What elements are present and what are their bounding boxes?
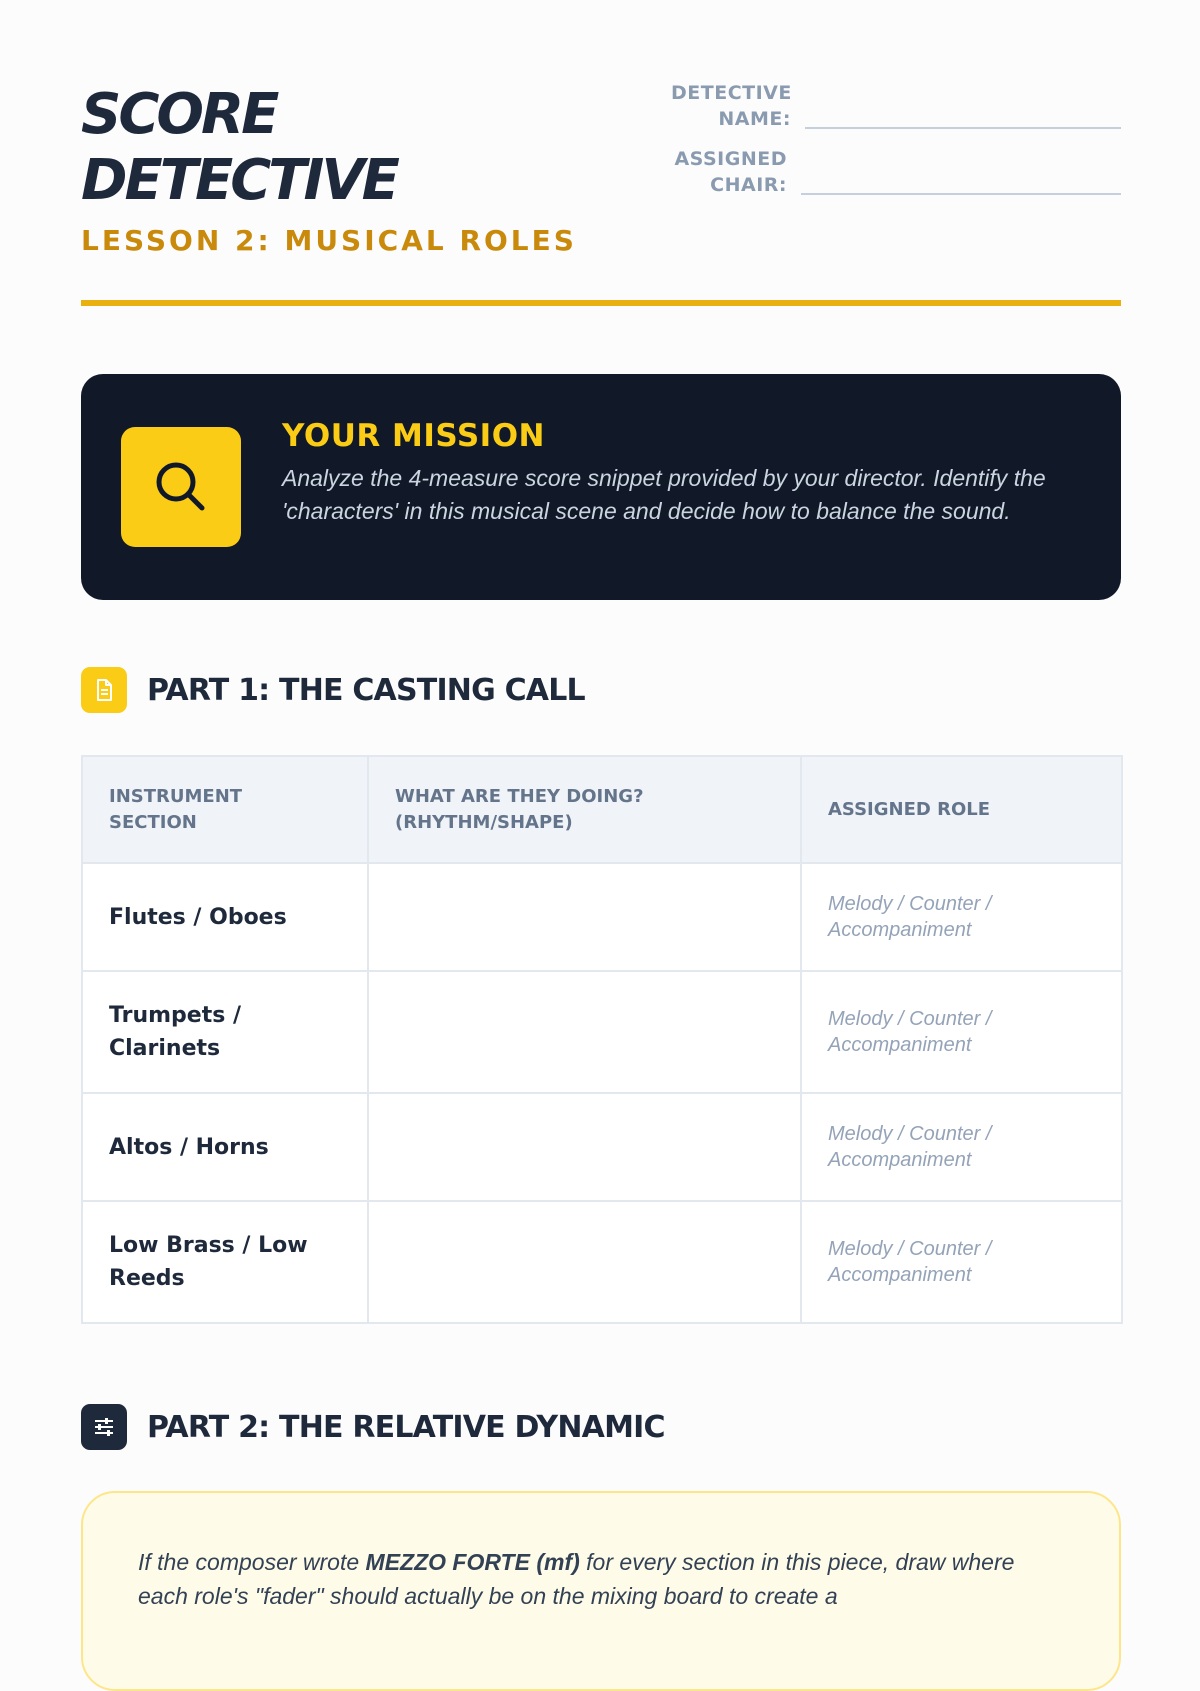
instrument-cell bbox=[82, 1093, 368, 1201]
part2-instructions bbox=[138, 1545, 1018, 1613]
mission-panel bbox=[81, 374, 1121, 600]
assigned-chair-label-line-2: CHAIR: bbox=[710, 174, 787, 196]
detective-name-field bbox=[671, 80, 1121, 132]
instrument-name-line-2: Clarinets bbox=[109, 1036, 221, 1061]
detective-name-label-line-1: DETECTIVE bbox=[671, 82, 792, 104]
table-row bbox=[82, 971, 1122, 1093]
part2-text-bold: MEZZO FORTE (mf) bbox=[365, 1549, 580, 1575]
detective-name-label bbox=[671, 80, 791, 132]
column-header-doing-line-2: (RHYTHM/SHAPE) bbox=[395, 811, 573, 833]
page-title-line-2: DETECTIVE bbox=[81, 148, 397, 213]
lesson-subtitle: LESSON 2: MUSICAL ROLES bbox=[81, 224, 577, 257]
role-options-line-1: Melody / Counter / bbox=[828, 1238, 992, 1260]
column-header-role-line-1: ASSIGNED ROLE bbox=[828, 798, 991, 820]
instrument-cell bbox=[82, 863, 368, 971]
assigned-chair-input-line[interactable] bbox=[801, 193, 1121, 195]
title-block bbox=[81, 82, 577, 257]
role-options-line-2: Accompaniment bbox=[828, 1149, 972, 1171]
assigned-chair-field bbox=[671, 146, 1121, 198]
page-title-line-1: SCORE bbox=[81, 82, 277, 147]
role-options-line-1: Melody / Counter / bbox=[828, 1008, 992, 1030]
part1-heading bbox=[81, 667, 585, 713]
instrument-name-line-1: Trumpets / bbox=[109, 1003, 241, 1028]
doing-answer-cell[interactable] bbox=[368, 1093, 801, 1201]
table-header-row bbox=[82, 756, 1122, 863]
instrument-cell bbox=[82, 971, 368, 1093]
table-row bbox=[82, 1201, 1122, 1323]
detective-name-label-line-2: NAME: bbox=[718, 108, 791, 130]
role-options-line-2: Accompaniment bbox=[828, 1034, 972, 1056]
column-header-doing bbox=[368, 756, 801, 863]
part2-text-after: for every section in this piece, draw where each role's "fader" should actually be on the mixing board to create a bbox=[138, 1549, 1015, 1609]
column-header-role bbox=[801, 756, 1122, 863]
role-options-line-1: Melody / Counter / bbox=[828, 1123, 992, 1145]
instrument-cell bbox=[82, 1201, 368, 1323]
mission-text: Analyze the 4-measure score snippet provided by your director. Identify the 'characters' in this musical scene and decide how to balance the sound. bbox=[282, 465, 1046, 524]
part2-heading bbox=[81, 1404, 665, 1450]
column-header-instrument bbox=[82, 756, 368, 863]
column-header-instrument-line-1: INSTRUMENT bbox=[109, 785, 243, 807]
column-header-doing-line-1: WHAT ARE THEY DOING? bbox=[395, 785, 644, 807]
document-icon bbox=[81, 667, 127, 713]
header-divider bbox=[81, 300, 1121, 306]
worksheet-header bbox=[81, 0, 1121, 310]
doing-answer-cell[interactable] bbox=[368, 863, 801, 971]
role-cell[interactable] bbox=[801, 1093, 1122, 1201]
table-row bbox=[82, 863, 1122, 971]
column-header-instrument-line-2: SECTION bbox=[109, 811, 197, 833]
instrument-name: Flutes / Oboes bbox=[109, 904, 287, 930]
sliders-icon bbox=[81, 1404, 127, 1450]
casting-table bbox=[81, 755, 1123, 1324]
instrument-name-line-1: Low Brass / Low bbox=[109, 1233, 308, 1258]
part1-title: PART 1: THE CASTING CALL bbox=[147, 672, 585, 708]
mission-title: YOUR MISSION bbox=[282, 418, 546, 454]
doing-answer-cell[interactable] bbox=[368, 1201, 801, 1323]
role-cell[interactable] bbox=[801, 971, 1122, 1093]
worksheet-page bbox=[81, 0, 1121, 1609]
part2-title: PART 2: THE RELATIVE DYNAMIC bbox=[147, 1409, 665, 1445]
part2-text-before: If the composer wrote bbox=[138, 1549, 366, 1575]
role-options-line-2: Accompaniment bbox=[828, 919, 972, 941]
detective-name-input-line[interactable] bbox=[805, 127, 1121, 129]
search-icon bbox=[121, 427, 241, 547]
instrument-name-line-2: Reeds bbox=[109, 1266, 185, 1291]
assigned-chair-label bbox=[671, 146, 787, 198]
part2-instructions-box bbox=[81, 1491, 1121, 1691]
table-row bbox=[82, 1093, 1122, 1201]
assigned-chair-label-line-1: ASSIGNED bbox=[674, 148, 787, 170]
role-cell[interactable] bbox=[801, 1201, 1122, 1323]
student-fields bbox=[671, 80, 1121, 212]
role-options-line-2: Accompaniment bbox=[828, 1264, 972, 1286]
instrument-name: Altos / Horns bbox=[109, 1134, 269, 1160]
role-cell[interactable] bbox=[801, 863, 1122, 971]
doing-answer-cell[interactable] bbox=[368, 971, 801, 1093]
role-options-line-1: Melody / Counter / bbox=[828, 893, 992, 915]
